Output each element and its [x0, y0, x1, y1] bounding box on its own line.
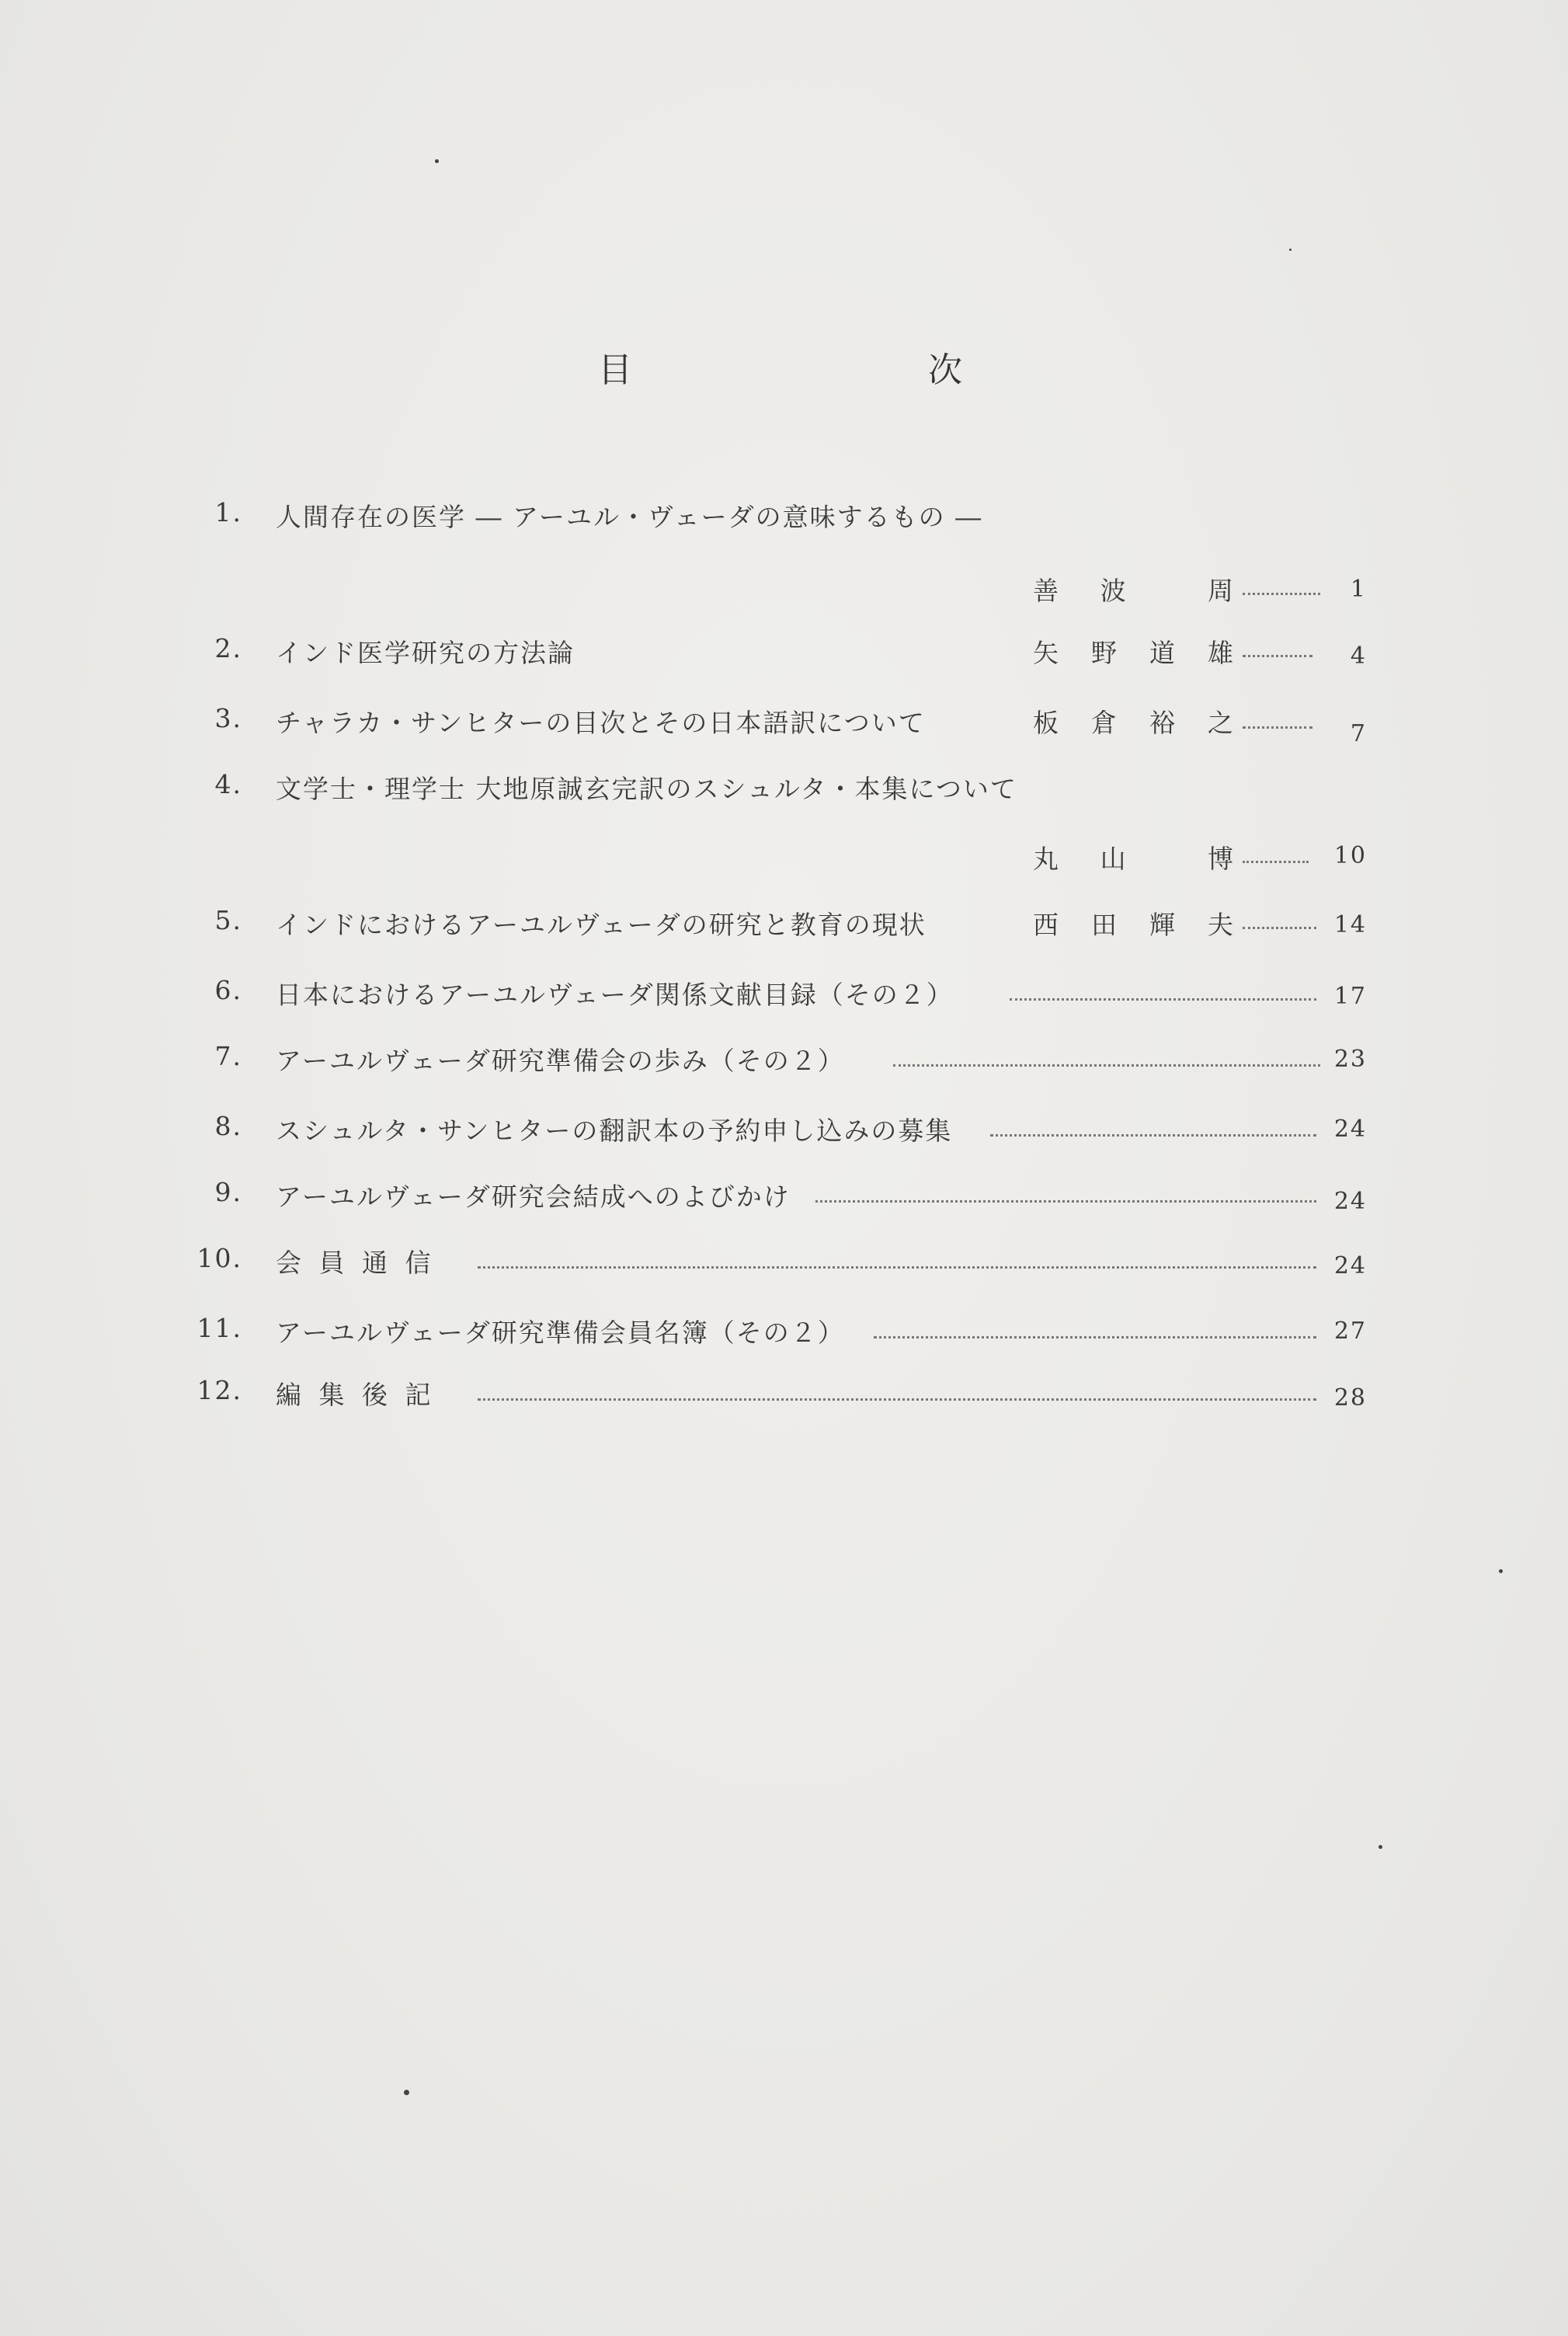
entry-page: 23	[1333, 1046, 1367, 1073]
entry-number: 6.	[214, 975, 242, 1005]
dot-leader	[1243, 861, 1309, 863]
entry-title: インド医学研究の方法論	[276, 638, 575, 668]
entry-number: 8.	[214, 1111, 242, 1141]
toc-title	[0, 342, 1568, 396]
dot-leader	[1243, 655, 1312, 657]
entry-number: 3.	[214, 703, 242, 733]
entry-number: 4.	[214, 769, 242, 799]
entry-page: 4	[1350, 642, 1367, 670]
scan-speck	[1499, 1569, 1503, 1573]
entry-title: アーユルヴェーダ研究準備会の歩み（その２）	[276, 1046, 845, 1076]
entry-title: インドにおけるアーユルヴェーダの研究と教育の現状	[276, 910, 927, 940]
entry-number: 12.	[196, 1375, 242, 1405]
dot-leader	[893, 1064, 1320, 1067]
entry-author: 善 波 周	[1033, 576, 1235, 606]
toc-entry-10	[0, 1243, 1568, 1282]
toc-entry-4	[0, 769, 1568, 808]
entry-title: 日本におけるアーユルヴェーダ関係文献目録（その２）	[276, 980, 954, 1010]
entry-number: 2.	[214, 633, 242, 663]
entry-number: 11.	[196, 1313, 242, 1343]
entry-page: 24	[1333, 1188, 1367, 1215]
toc-entry-1	[0, 497, 1568, 536]
toc-entry-3	[0, 703, 1568, 747]
toc-entry-9	[0, 1177, 1568, 1216]
toc-entry-6	[0, 975, 1568, 1014]
scan-speck	[435, 159, 439, 163]
entry-title: 人間存在の医学 ― アーユル・ヴェーダの意味するもの ―	[276, 502, 983, 532]
entry-page: 14	[1333, 911, 1367, 938]
dot-leader	[478, 1266, 1316, 1269]
scan-speck	[1379, 1845, 1382, 1849]
toc-entry-1-author-line	[0, 571, 1568, 610]
entry-author: 西 田 輝 夫	[1033, 910, 1235, 940]
toc-entry-5	[0, 905, 1568, 944]
toc-entry-7	[0, 1041, 1568, 1080]
dot-leader	[1243, 726, 1312, 729]
dot-leader	[1243, 593, 1320, 595]
entry-author: 矢 野 道 雄	[1033, 638, 1235, 668]
dot-leader	[478, 1398, 1316, 1401]
entry-number: 7.	[214, 1041, 242, 1071]
entry-title: 編 集 後 記	[276, 1380, 436, 1410]
entry-page: 27	[1333, 1318, 1367, 1345]
entry-page: 28	[1333, 1384, 1367, 1412]
scan-speck	[404, 2090, 409, 2095]
dot-leader	[815, 1200, 1316, 1203]
entry-title: アーユルヴェーダ研究準備会員名簿（その２）	[276, 1318, 845, 1348]
entry-number: 5.	[214, 905, 242, 935]
toc-entry-4-author-line	[0, 839, 1568, 878]
entry-number: 1.	[214, 497, 242, 527]
entry-number: 9.	[214, 1177, 242, 1207]
dot-leader	[990, 1134, 1316, 1137]
entry-page: 1	[1350, 576, 1367, 603]
toc-entry-11	[0, 1313, 1568, 1352]
toc-entry-2	[0, 633, 1568, 672]
entry-number: 10.	[196, 1243, 242, 1273]
entry-page: 24	[1333, 1116, 1367, 1143]
toc-entry-8	[0, 1111, 1568, 1150]
dot-leader	[874, 1336, 1316, 1339]
entry-title: 会 員 通 信	[276, 1248, 436, 1278]
toc-entry-12	[0, 1375, 1568, 1414]
toc-title-char-1: 目	[598, 350, 632, 390]
entry-author: 板 倉 裕 之	[1033, 708, 1235, 738]
toc-title-char-2: 次	[928, 350, 962, 390]
entry-title: スシュルタ・サンヒターの翻訳本の予約申し込みの募集	[276, 1116, 953, 1146]
entry-page: 24	[1333, 1252, 1367, 1279]
entry-title: アーユルヴェーダ研究会結成へのよびかけ	[276, 1182, 791, 1212]
dot-leader	[1010, 998, 1316, 1001]
entry-page: 10	[1333, 842, 1367, 869]
entry-page: 7	[1350, 720, 1367, 747]
dot-leader	[1243, 927, 1316, 929]
entry-title: 文学士・理学士 大地原誠玄完訳のスシュルタ・本集について	[276, 774, 1017, 804]
entry-page: 17	[1333, 983, 1367, 1010]
entry-title: チャラカ・サンヒターの目次とその日本語訳について	[276, 708, 926, 738]
scan-speck	[1289, 249, 1292, 251]
entry-author: 丸 山 博	[1033, 844, 1235, 874]
